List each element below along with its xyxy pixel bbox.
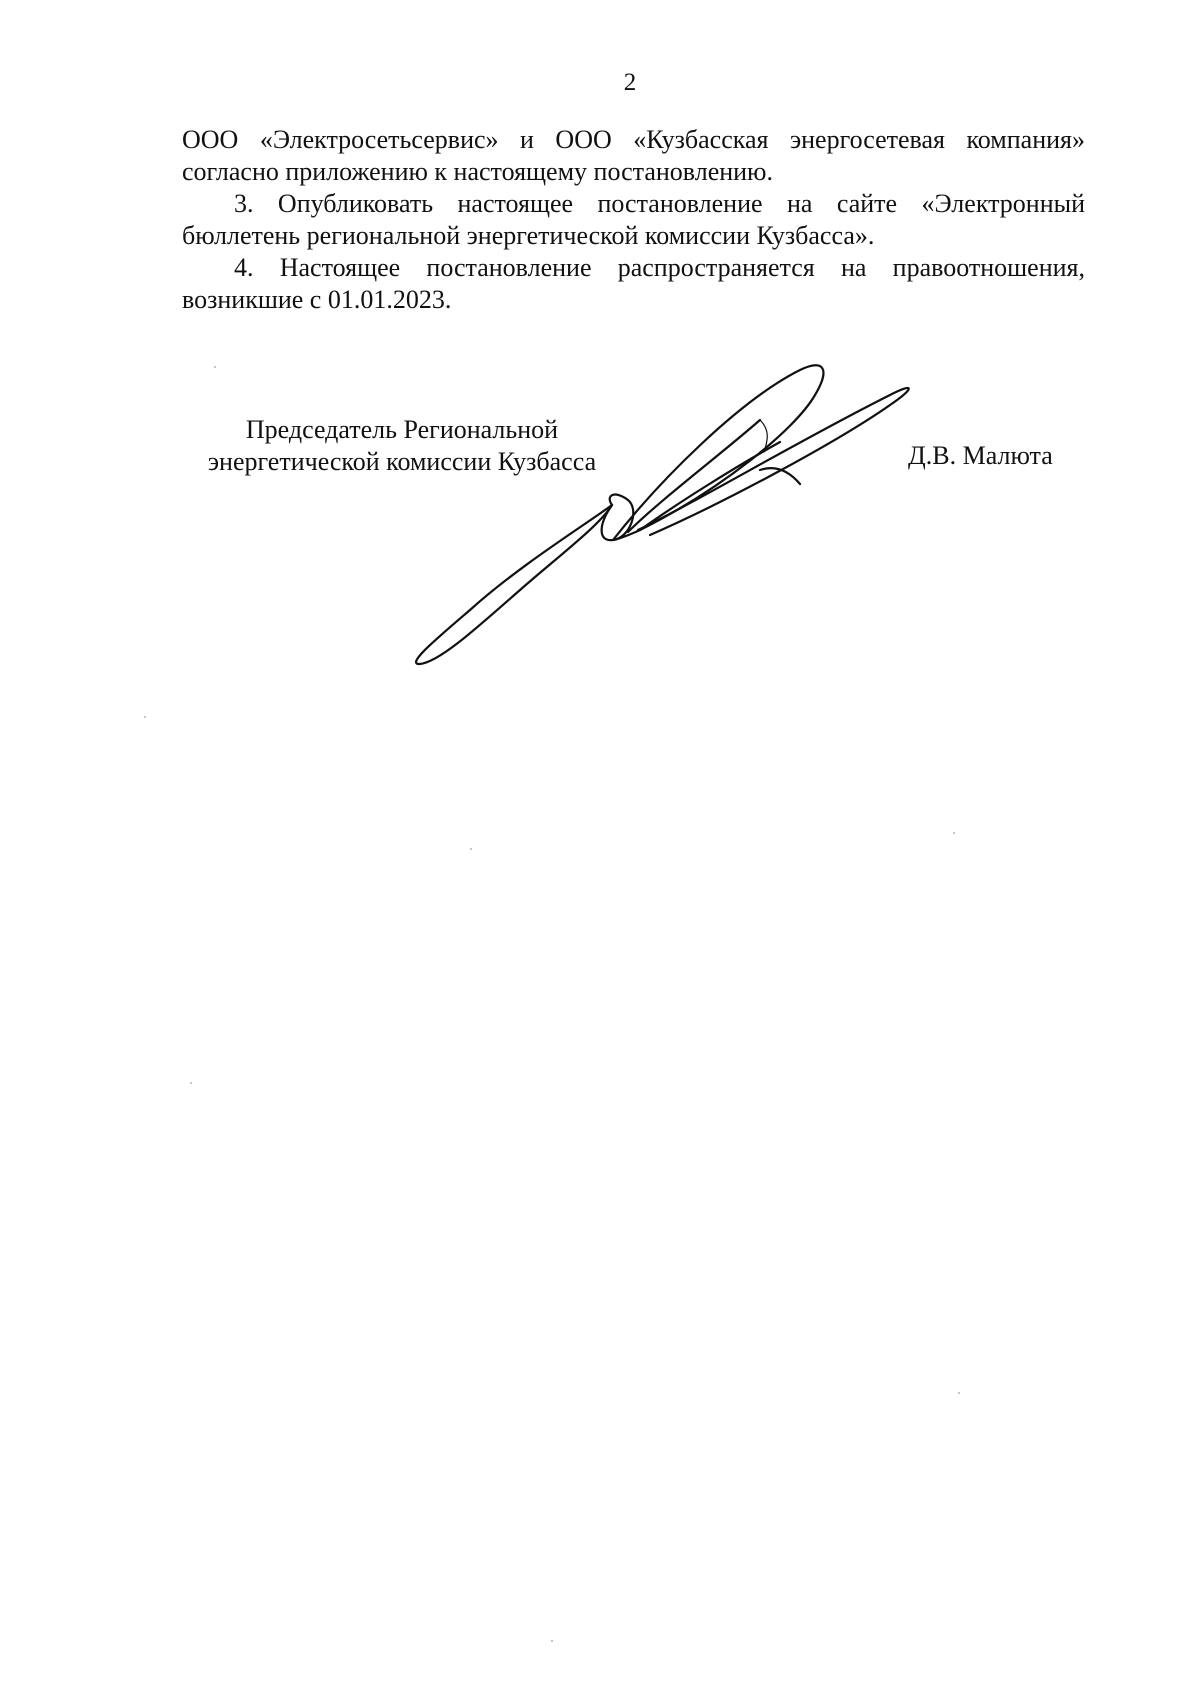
signer-position-line-1: Председатель Региональной bbox=[245, 415, 559, 444]
scan-speck bbox=[144, 716, 146, 718]
signer-name: Д.В. Малюта bbox=[908, 441, 1053, 470]
scan-speck bbox=[470, 848, 472, 850]
scan-speck bbox=[190, 1082, 192, 1084]
signer-position-line-2: энергетической комиссии Кузбасса bbox=[207, 447, 597, 476]
page-number: 2 bbox=[623, 69, 637, 96]
paragraph-item-4: 4. Настоящее постановление распространяется на правоотношения, возникшие с 01.01.2023. bbox=[182, 253, 1085, 314]
scan-speck bbox=[953, 832, 955, 834]
scan-speck bbox=[958, 1392, 960, 1394]
scan-speck bbox=[214, 366, 216, 368]
paragraph-item-3: 3. Опубликовать настоящее постановление на сайте «Электронный бюллетень региональной энергетической комиссии Кузбасса». bbox=[182, 189, 1085, 250]
paragraph-continuation: ООО «Электросетьсервис» и ООО «Кузбасская энергосетевая компания» согласно приложению к настоящему постановлению. bbox=[182, 125, 1085, 186]
signer-position bbox=[182, 414, 622, 478]
scan-speck bbox=[551, 1640, 553, 1642]
document-body bbox=[182, 124, 1085, 316]
